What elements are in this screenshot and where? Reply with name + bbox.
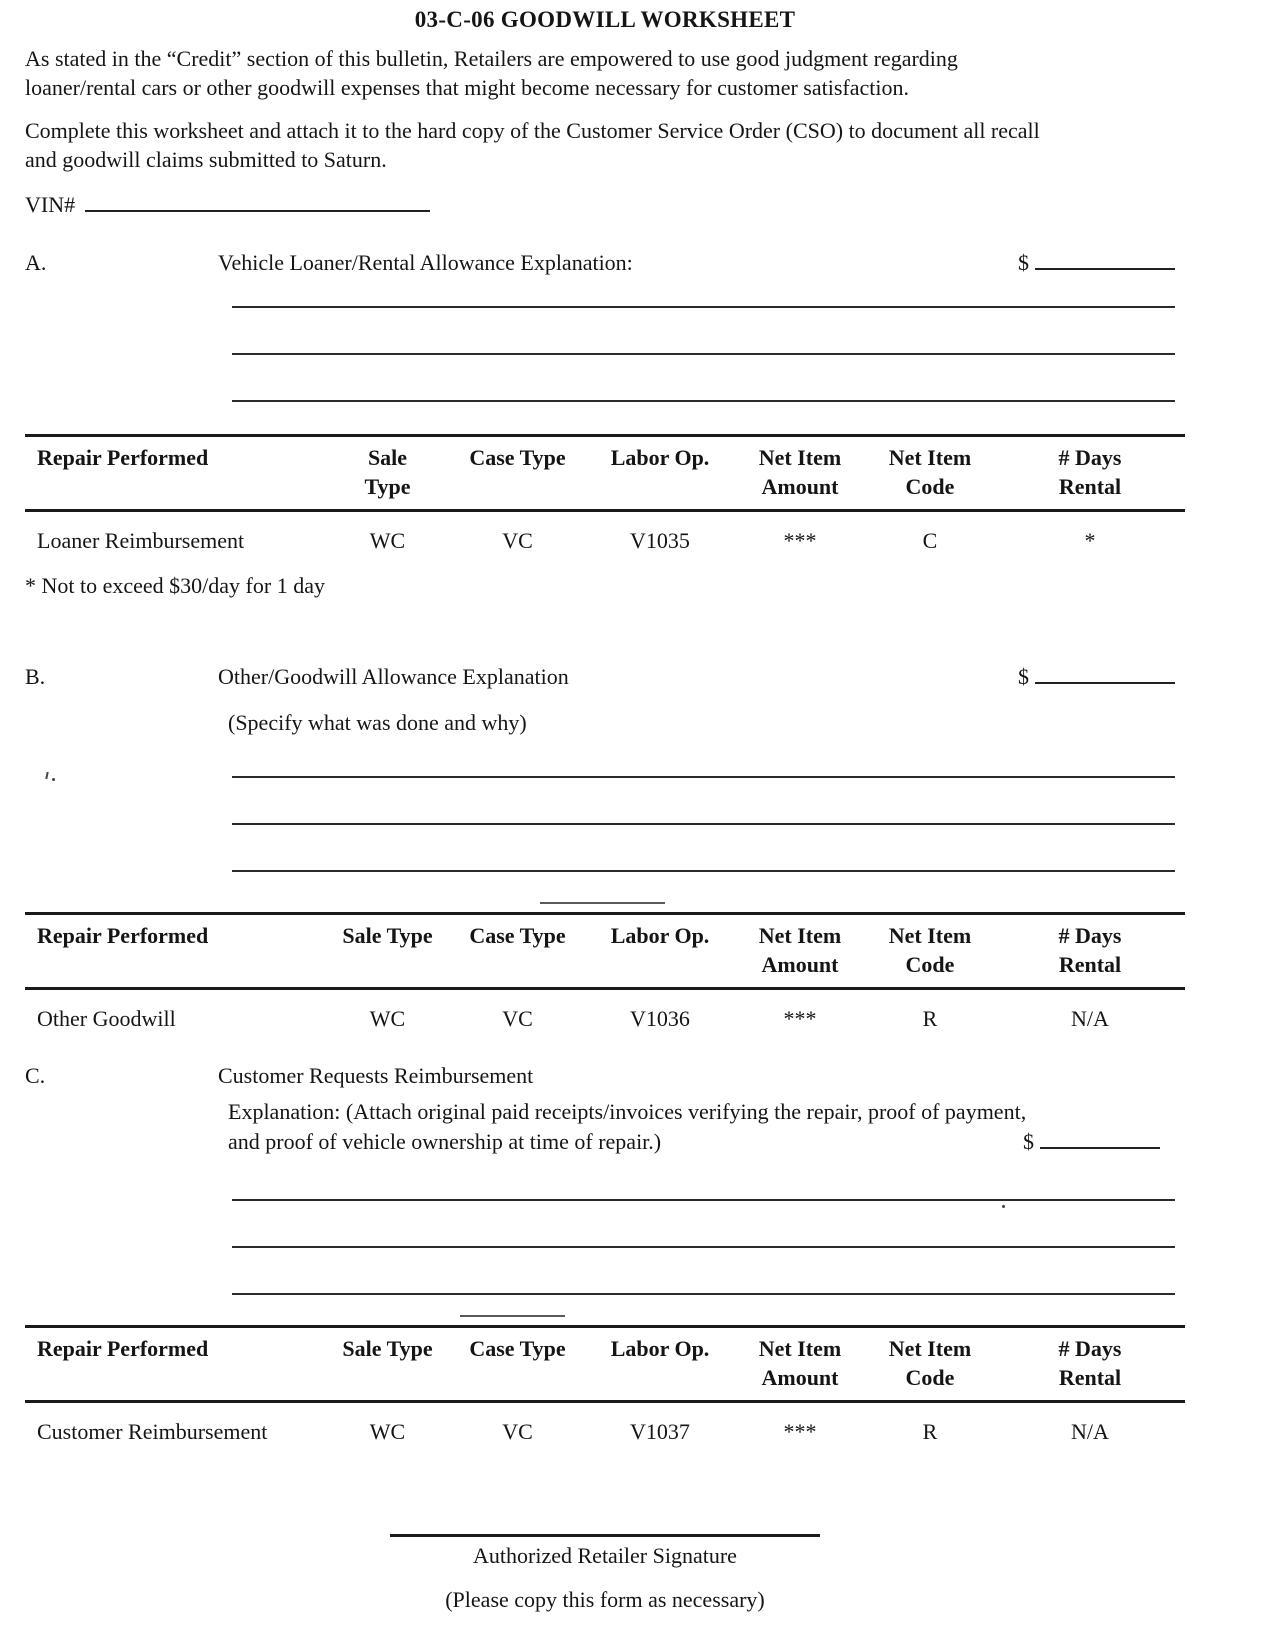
cell-case-type: VC	[502, 1006, 533, 1031]
section-a-label: A.	[25, 250, 47, 275]
dollar-sign: $	[1018, 664, 1029, 689]
cell-repair-performed: Loaner Reimbursement	[37, 528, 245, 553]
section-b-write-lines	[232, 750, 1175, 872]
col-header-sale-type: Sale Type	[325, 1327, 450, 1402]
customer-table-wrap	[25, 1325, 1185, 1454]
cell-repair-performed: Customer Reimbursement	[37, 1419, 268, 1444]
dollar-sign: $	[1023, 1129, 1034, 1154]
cell-net-item-amount: ***	[783, 1006, 817, 1031]
signature-block	[25, 1534, 1185, 1615]
col-header-repair-performed: Repair Performed	[25, 1327, 325, 1402]
cell-net-item-code: R	[922, 1006, 938, 1031]
scan-artifact-mark	[45, 772, 55, 781]
cell-case-type: VC	[502, 528, 533, 553]
write-in-line	[232, 750, 1175, 778]
section-a-amount-field	[1018, 250, 1175, 276]
intro-paragraph-1-line-1: As stated in the “Credit” section of this bulletin, Retailers are empowered to use good judgment regarding	[25, 46, 958, 71]
section-c-amount-field	[1023, 1127, 1160, 1157]
cell-repair-performed: Other Goodwill	[37, 1006, 176, 1031]
signature-line	[390, 1534, 820, 1537]
write-in-line	[232, 1248, 1175, 1295]
col-header-labor-op: Labor Op.	[585, 1327, 735, 1402]
col-header-net-item-code: Net Item Code	[865, 914, 995, 989]
section-b-heading: Other/Goodwill Allowance Explanation	[218, 664, 569, 689]
col-header-net-item-amount: Net Item Amount	[735, 436, 865, 511]
write-in-line	[232, 280, 1175, 308]
table-data-row	[25, 989, 1185, 1042]
section-b-label: B.	[25, 664, 46, 689]
cell-labor-op: V1035	[630, 528, 690, 553]
col-header-net-item-code: Net Item Code	[865, 436, 995, 511]
vin-label: VIN#	[25, 192, 76, 217]
col-header-repair-performed: Repair Performed	[25, 436, 325, 511]
col-header-days-rental: # Days Rental	[995, 1327, 1185, 1402]
goodwill-table-wrap	[25, 912, 1185, 1041]
cell-labor-op: V1037	[630, 1419, 690, 1444]
write-in-line	[232, 1173, 1175, 1201]
section-c-label: C.	[25, 1063, 46, 1088]
col-header-repair-performed: Repair Performed	[25, 914, 325, 989]
dollar-sign: $	[1018, 250, 1029, 275]
vin-blank-line	[85, 192, 430, 212]
cell-sale-type: WC	[369, 1006, 406, 1031]
write-in-line	[232, 1201, 1175, 1248]
section-c-explanation-line-1: Explanation: (Attach original paid receipts/invoices verifying the repair, proof of payment,	[228, 1099, 1027, 1124]
customer-reimbursement-table	[25, 1325, 1185, 1454]
col-header-days-rental: # Days Rental	[995, 914, 1185, 989]
section-b-amount-field	[1018, 664, 1175, 690]
write-in-line	[232, 355, 1175, 402]
section-c-explanation-line-2: and proof of vehicle ownership at time of repair.) $	[228, 1127, 1185, 1157]
col-header-net-item-amount: Net Item Amount	[735, 914, 865, 989]
col-header-sale-type: Sale Type	[325, 436, 450, 511]
cell-days-rental: N/A	[1071, 1006, 1109, 1031]
scan-artifact-line	[540, 902, 665, 904]
amount-blank-line	[1040, 1131, 1160, 1149]
col-header-net-item-code: Net Item Code	[865, 1327, 995, 1402]
intro-paragraph-1	[25, 44, 1185, 102]
cell-net-item-amount: ***	[783, 528, 817, 553]
cell-sale-type: WC	[369, 1419, 406, 1444]
section-a-heading: Vehicle Loaner/Rental Allowance Explanation:	[218, 250, 633, 275]
other-goodwill-table	[25, 912, 1185, 1041]
col-header-days-rental: # Days Rental	[995, 436, 1185, 511]
amount-blank-line	[1035, 666, 1175, 684]
col-header-labor-op: Labor Op.	[585, 436, 735, 511]
cell-net-item-amount: ***	[783, 1419, 817, 1444]
section-b-subheading: (Specify what was done and why)	[228, 710, 527, 735]
loaner-footnote: * Not to exceed $30/day for 1 day	[25, 573, 325, 598]
scan-artifact-dot	[1002, 1205, 1005, 1208]
section-c-write-lines	[232, 1173, 1175, 1295]
intro-paragraph-2-line-2: and goodwill claims submitted to Saturn.	[25, 147, 387, 172]
section-c-header-row	[25, 1063, 1185, 1093]
write-in-line	[232, 308, 1175, 355]
cell-net-item-code: C	[922, 528, 938, 553]
table-header-row	[25, 436, 1185, 511]
intro-paragraph-2	[25, 116, 1185, 174]
table-data-row	[25, 1402, 1185, 1455]
col-header-labor-op: Labor Op.	[585, 914, 735, 989]
section-a-write-lines	[232, 280, 1175, 402]
section-b-header-row	[25, 664, 1185, 694]
cell-labor-op: V1036	[630, 1006, 690, 1031]
section-c-heading: Customer Requests Reimbursement	[218, 1063, 534, 1088]
table-header-row	[25, 1327, 1185, 1402]
write-in-line	[232, 825, 1175, 872]
write-in-line	[232, 778, 1175, 825]
cell-case-type: VC	[502, 1419, 533, 1444]
cell-days-rental: *	[1084, 528, 1096, 553]
loaner-table-wrap	[25, 434, 1185, 563]
cell-days-rental: N/A	[1071, 1419, 1109, 1444]
col-header-sale-type: Sale Type	[325, 914, 450, 989]
table-data-row	[25, 511, 1185, 564]
intro-paragraph-2-line-1: Complete this worksheet and attach it to the hard copy of the Customer Service Order (CSO) to document all recall	[25, 118, 1040, 143]
cell-net-item-code: R	[922, 1419, 938, 1444]
document-title: 03-C-06 GOODWILL WORKSHEET	[414, 7, 796, 32]
cell-sale-type: WC	[369, 528, 406, 553]
amount-blank-line	[1035, 252, 1175, 270]
table-header-row	[25, 914, 1185, 989]
loaner-reimbursement-table	[25, 434, 1185, 563]
intro-paragraph-1-line-2: loaner/rental cars or other goodwill expenses that might become necessary for customer satisfaction.	[25, 75, 909, 100]
col-header-case-type: Case Type	[450, 1327, 585, 1402]
signature-label: Authorized Retailer Signature	[473, 1543, 737, 1568]
col-header-net-item-amount: Net Item Amount	[735, 1327, 865, 1402]
vin-field-row	[25, 192, 1185, 222]
scan-artifact-line	[460, 1315, 565, 1317]
section-a-header-row	[25, 250, 1185, 280]
copy-note: (Please copy this form as necessary)	[445, 1587, 765, 1612]
col-header-case-type: Case Type	[450, 914, 585, 989]
col-header-case-type: Case Type	[450, 436, 585, 511]
section-c-explanation	[228, 1097, 1185, 1157]
